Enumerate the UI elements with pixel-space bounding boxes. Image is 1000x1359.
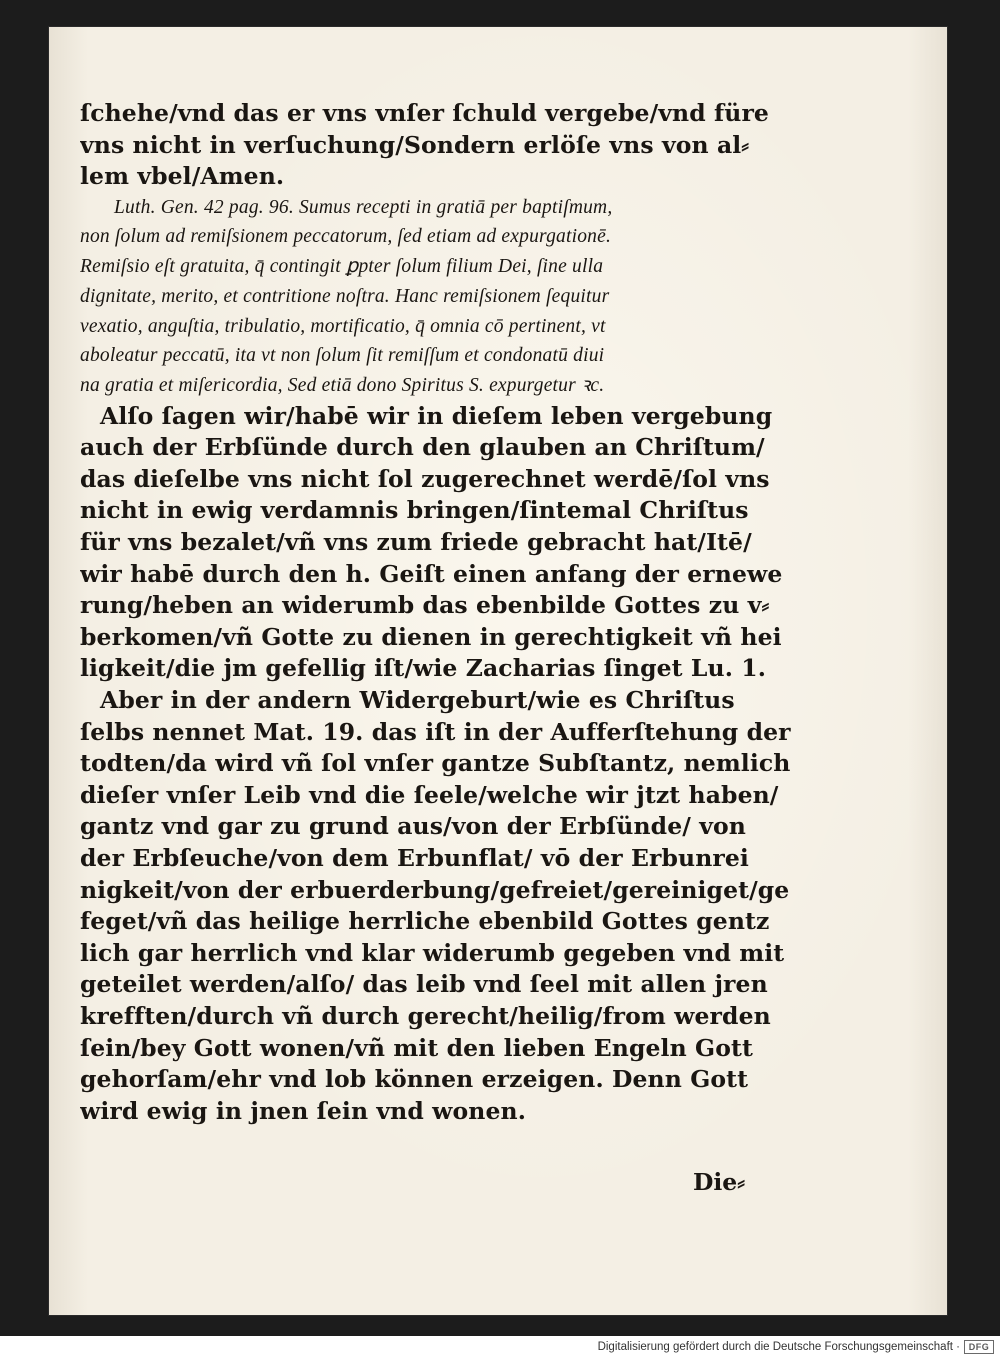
text-line: berkomen/vñ Gotte zu dienen in gerechtigkeit vñ hei xyxy=(80,622,782,651)
text-line: lem vbel/Amen. xyxy=(80,162,285,191)
footer-credit-text: Digitalisierung gefördert durch die Deutsche Forschungsgemeinschaft · xyxy=(597,1341,960,1353)
text-line: lich gar herrlich vnd klar widerumb gegeben vnd mit xyxy=(80,938,785,967)
text-line: das dieſelbe vns nicht ſol zugerechnet werdē/ſol vns xyxy=(80,464,770,493)
text-line: wir habē durch den h. Geiſt einen anfang der ernewe xyxy=(80,559,783,588)
text-line: krefften/durch vñ durch gerecht/heilig/from werden xyxy=(80,1001,771,1030)
text-line: todten/da wird vñ ſol vnſer gantze Subſtantz, nemlich xyxy=(80,749,791,778)
latin-citation-line: vexatio, anguſtia, tribulatio, mortificatio, q̄ omnia cō pertinent, vt xyxy=(80,315,606,337)
text-line: geteilet werden/alſo/ das leib vnd ſeel mit allen jren xyxy=(80,970,768,999)
latin-citation-line: non ſolum ad remiſsionem peccatorum, ſed etiam ad expurgationē. xyxy=(80,226,612,248)
page-text xyxy=(80,98,840,1127)
text-line: ligkeit/die jm gefellig iſt/wie Zacharias ſinget Lu. 1. xyxy=(80,654,767,683)
latin-citation-line: aboleatur peccatū, ita vt non ſolum ſit remiſſum et condonatū diui xyxy=(80,345,605,367)
text-line: Alſo ſagen wir/habē wir in dieſem leben vergebung xyxy=(100,401,773,430)
text-line: auch der Erbſünde durch den glauben an Chriſtum/ xyxy=(80,433,765,462)
text-line: ſchehe/vnd das er vns vnſer ſchuld vergebe/vnd füre xyxy=(80,99,769,127)
text-line: dieſer vnſer Leib vnd die ſeele/welche wir jtzt haben/ xyxy=(80,780,779,809)
text-line: vns nicht in verſuchung/Sondern erlöſe vns von al⸗ xyxy=(80,130,750,159)
text-line: ſelbs nennet Mat. 19. das iſt in der Aufferſtehung der xyxy=(80,717,791,746)
text-line: nicht in ewig verdamnis bringen/ſintemal Chriſtus xyxy=(80,496,749,525)
latin-citation-line: dignitate, merito, et contritione noſtra. Hanc remiſsionem ſequitur xyxy=(80,285,610,307)
text-line: der Erbſeuche/von dem Erbunflat/ vō der Erbunrei xyxy=(80,844,749,873)
text-line: für vns bezalet/vñ vns zum friede gebracht hat/Itē/ xyxy=(80,528,752,557)
book-page xyxy=(48,26,948,1316)
text-line: feget/vñ das heilige herrliche ebenbild Gottes gentz xyxy=(80,907,770,936)
text-line: gantz vnd gar zu grund aus/von der Erbſünde/ von xyxy=(80,812,746,841)
text-line: rung/heben an widerumb das ebenbilde Gottes zu v⸗ xyxy=(80,591,770,620)
latin-citation-line: na gratia et miſericordia, Sed etiā dono Spiritus S. expurgetur ꝛc. xyxy=(80,375,605,396)
latin-citation-line: Remiſsio eſt gratuita, q̄ contingit ꝑpter ſolum filium Dei, ſine ulla xyxy=(80,256,604,278)
text-line: ſein/bey Gott wonen/vñ mit den lieben Engeln Gott xyxy=(80,1033,753,1062)
text-line: Aber in der andern Widergeburt/wie es Chriſtus xyxy=(100,686,735,715)
text-line: nigkeit/von der erbuerderbung/gefreiet/gereiniget/ge xyxy=(80,875,790,904)
text-line: gehorſam/ehr vnd lob können erzeigen. Denn Gott xyxy=(80,1065,749,1094)
text-line: wird ewig in jnen ſein vnd wonen. xyxy=(80,1096,526,1125)
catchword: Die⸗ xyxy=(693,1168,746,1196)
footer-bar xyxy=(0,1336,1000,1359)
dfg-logo: DFG xyxy=(964,1340,994,1354)
latin-citation-line: Luth. Gen. 42 pag. 96. Sumus recepti in gratiā per baptiſmum, xyxy=(114,196,613,218)
